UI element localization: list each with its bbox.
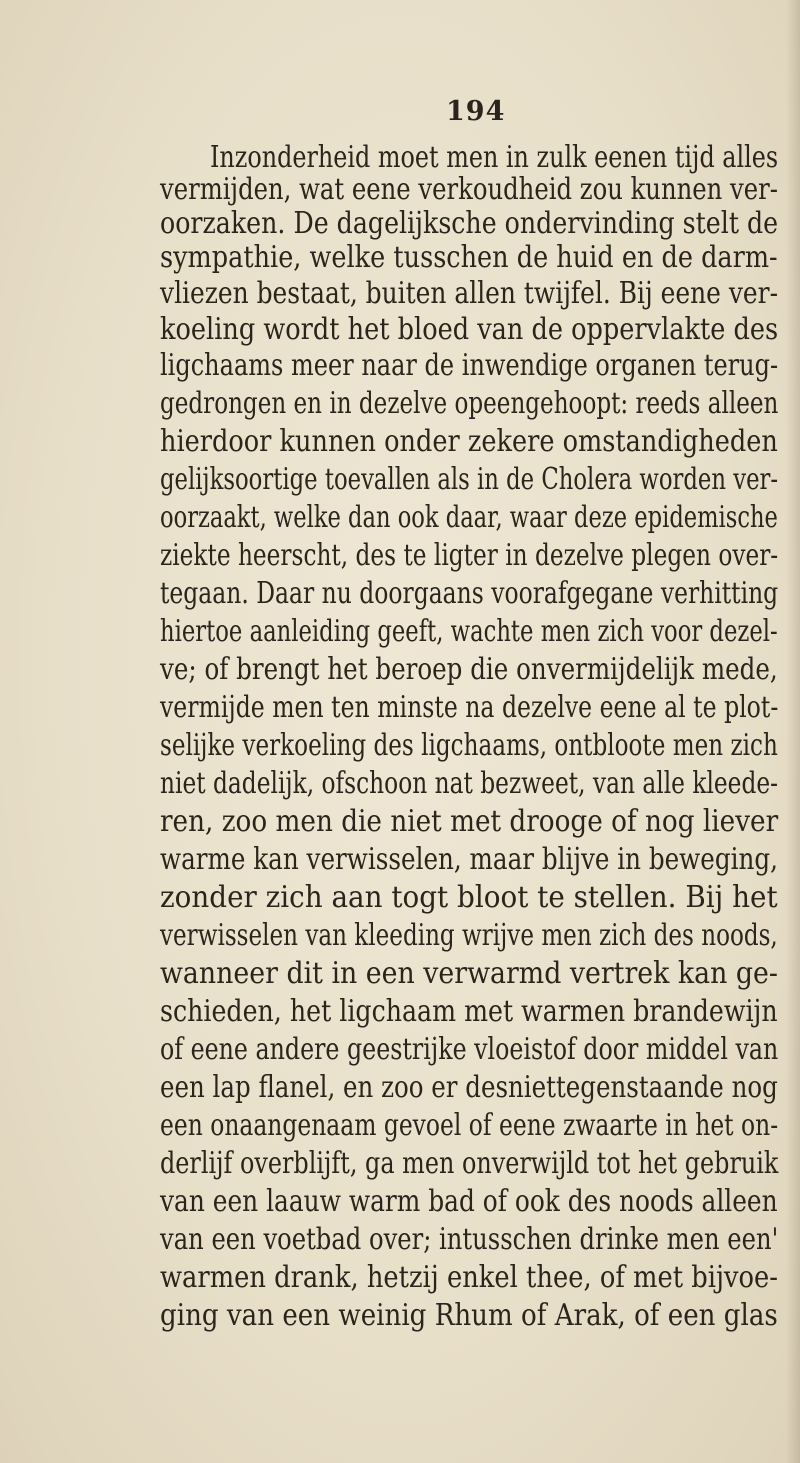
text-line: een onaangenaam gevoel of eene zwaarte in het on-	[160, 1108, 779, 1143]
text-line: van een voetbad over; intusschen drinke men een'	[160, 1222, 779, 1257]
page-gutter-shadow	[786, 0, 800, 1463]
text-line: hiertoe aanleiding geeft, wachte men zich voor dezel-	[160, 614, 778, 649]
text-line: warmen drank, hetzij enkel thee, of met bijvoe-	[160, 1260, 778, 1295]
text-line: ve; of brengt het beroep die onvermijdelijk mede,	[160, 652, 778, 687]
text-line: ging van een weinig Rhum of Arak, of een glas	[160, 1298, 778, 1333]
text-line: zonder zich aan togt bloot te stellen. Bij het	[160, 880, 778, 915]
text-line: tegaan. Daar nu doorgaans voorafgegane verhitting	[160, 576, 779, 611]
text-line: ren, zoo men die niet met drooge of nog liever	[160, 804, 779, 839]
text-line: ligchaams meer naar de inwendige organen terug-	[160, 348, 779, 383]
text-line: schieden, het ligchaam met warmen brandewijn	[160, 994, 778, 1029]
text-line: verwisselen van kleeding wrijve men zich des noods,	[160, 918, 778, 953]
text-line: gedrongen en in dezelve opeengehoopt: reeds alleen	[160, 386, 779, 421]
text-line: van een laauw warm bad of ook des noods alleen	[160, 1184, 778, 1219]
text-line: of eene andere geestrijke vloeistof door middel van	[160, 1032, 779, 1067]
text-line: koeling wordt het bloed van de oppervlakte des	[160, 312, 779, 347]
text-line: oorzaken. De dagelijksche ondervinding stelt de	[160, 206, 779, 241]
text-line: oorzaakt, welke dan ook daar, waar deze epidemische	[160, 500, 778, 535]
text-line: vermijden, wat eene verkoudheid zou kunnen ver-	[160, 172, 778, 207]
text-line: wanneer dit in een verwarmd vertrek kan ge-	[160, 956, 778, 991]
page-number: 194	[446, 96, 506, 127]
text-line: selijke verkoeling des ligchaams, ontbloote men zich	[160, 728, 778, 763]
text-line: een lap flanel, en zoo er desniettegenstaande nog	[160, 1070, 778, 1105]
text-line: warme kan verwisselen, maar blijve in beweging,	[160, 842, 778, 877]
text-line: vermijde men ten minste na dezelve eene al te plot-	[160, 690, 779, 725]
text-line: sympathie, welke tusschen de huid en de darm-	[160, 240, 778, 275]
text-line: vliezen bestaat, buiten allen twijfel. Bij eene ver-	[160, 276, 778, 311]
text-line: Inzonderheid moet men in zulk eenen tijd alles	[210, 140, 779, 175]
text-line: derlijf overblijft, ga men onverwijld tot het gebruik	[160, 1146, 779, 1181]
text-line: gelijksoortige toevallen als in de Cholera worden ver-	[160, 462, 779, 497]
text-line: niet dadelijk, ofschoon nat bezweet, van alle kleede-	[160, 766, 779, 801]
text-line: ziekte heerscht, des te ligter in dezelve plegen over-	[160, 538, 779, 573]
text-line: hierdoor kunnen onder zekere omstandigheden	[160, 424, 778, 459]
